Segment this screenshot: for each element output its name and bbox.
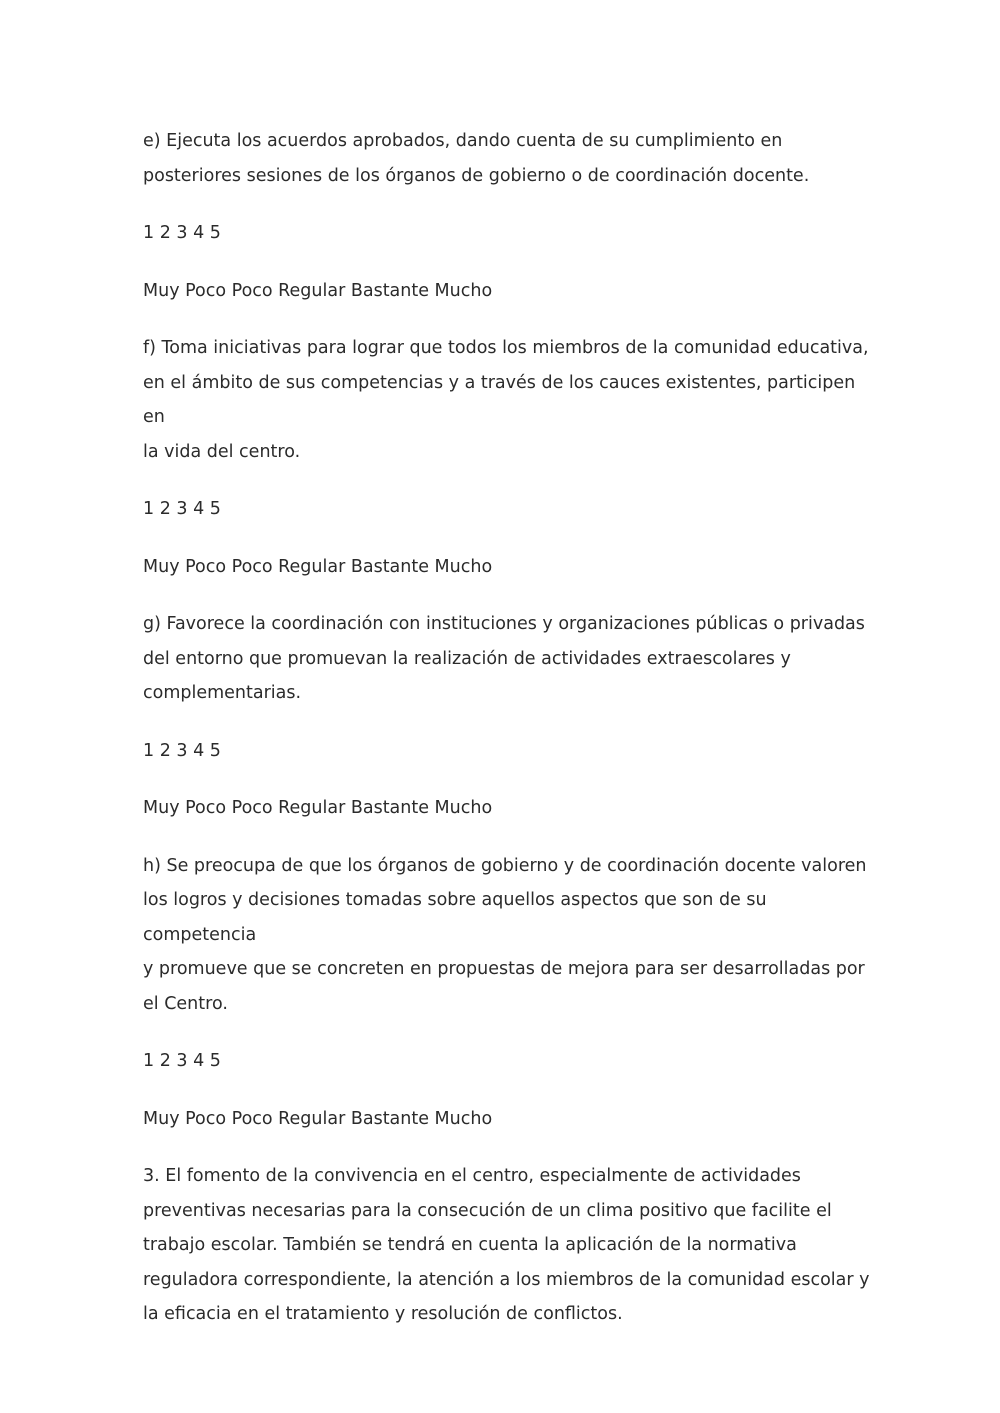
item-e-scale: 1 2 3 4 5 xyxy=(143,223,221,243)
item-h-scale-labels: Muy Poco Poco Regular Bastante Mucho xyxy=(143,1108,493,1129)
item-g-text: g) Favorece la coordinación con instituciones y organizaciones públicas o privadas del entorno que promuevan la realización de actividades extraescolares y complementarias. xyxy=(143,614,865,703)
item-h-scale: 1 2 3 4 5 xyxy=(143,1051,221,1071)
item-f-scale-labels: Muy Poco Poco Regular Bastante Mucho xyxy=(143,556,493,577)
item-e-scale-labels: Muy Poco Poco Regular Bastante Mucho xyxy=(143,280,493,301)
item-g-scale-labels: Muy Poco Poco Regular Bastante Mucho xyxy=(143,798,493,818)
item-g-scale: 1 2 3 4 5 xyxy=(143,740,221,761)
item-f-scale: 1 2 3 4 5 xyxy=(143,499,221,519)
item-h-text: h) Se preocupa de que los órganos de gobierno y de coordinación docente valoren los logros y decisiones tomadas sobre aquellos aspectos que son de su competencia y promueve que se concreten en propuestas de mejora para ser desarrolladas por el Centro. xyxy=(143,855,867,1014)
item-f-text: f) Toma iniciativas para lograr que todos los miembros de la comunidad educativa, en el ámbito de sus competencias y a través de los cauces existentes, participen en la vida del centro. xyxy=(143,338,869,462)
section-3-heading-text: 3. El fomento de la convivencia en el centro, especialmente de actividades preventivas necesarias para la consecución de un clima positivo que facilite el trabajo escolar. También se tendrá en cuenta la aplicación de la normativa reguladora correspondiente, la atención a los miembros de la comunidad escolar y la eficacia en el tratamiento y resolución de conflictos. xyxy=(143,1166,870,1324)
item-e-text: e) Ejecuta los acuerdos aprobados, dando cuenta de su cumplimiento en posteriores sesiones de los órganos de gobierno o de coordinación docente. xyxy=(143,131,810,186)
document-page xyxy=(143,124,873,1355)
